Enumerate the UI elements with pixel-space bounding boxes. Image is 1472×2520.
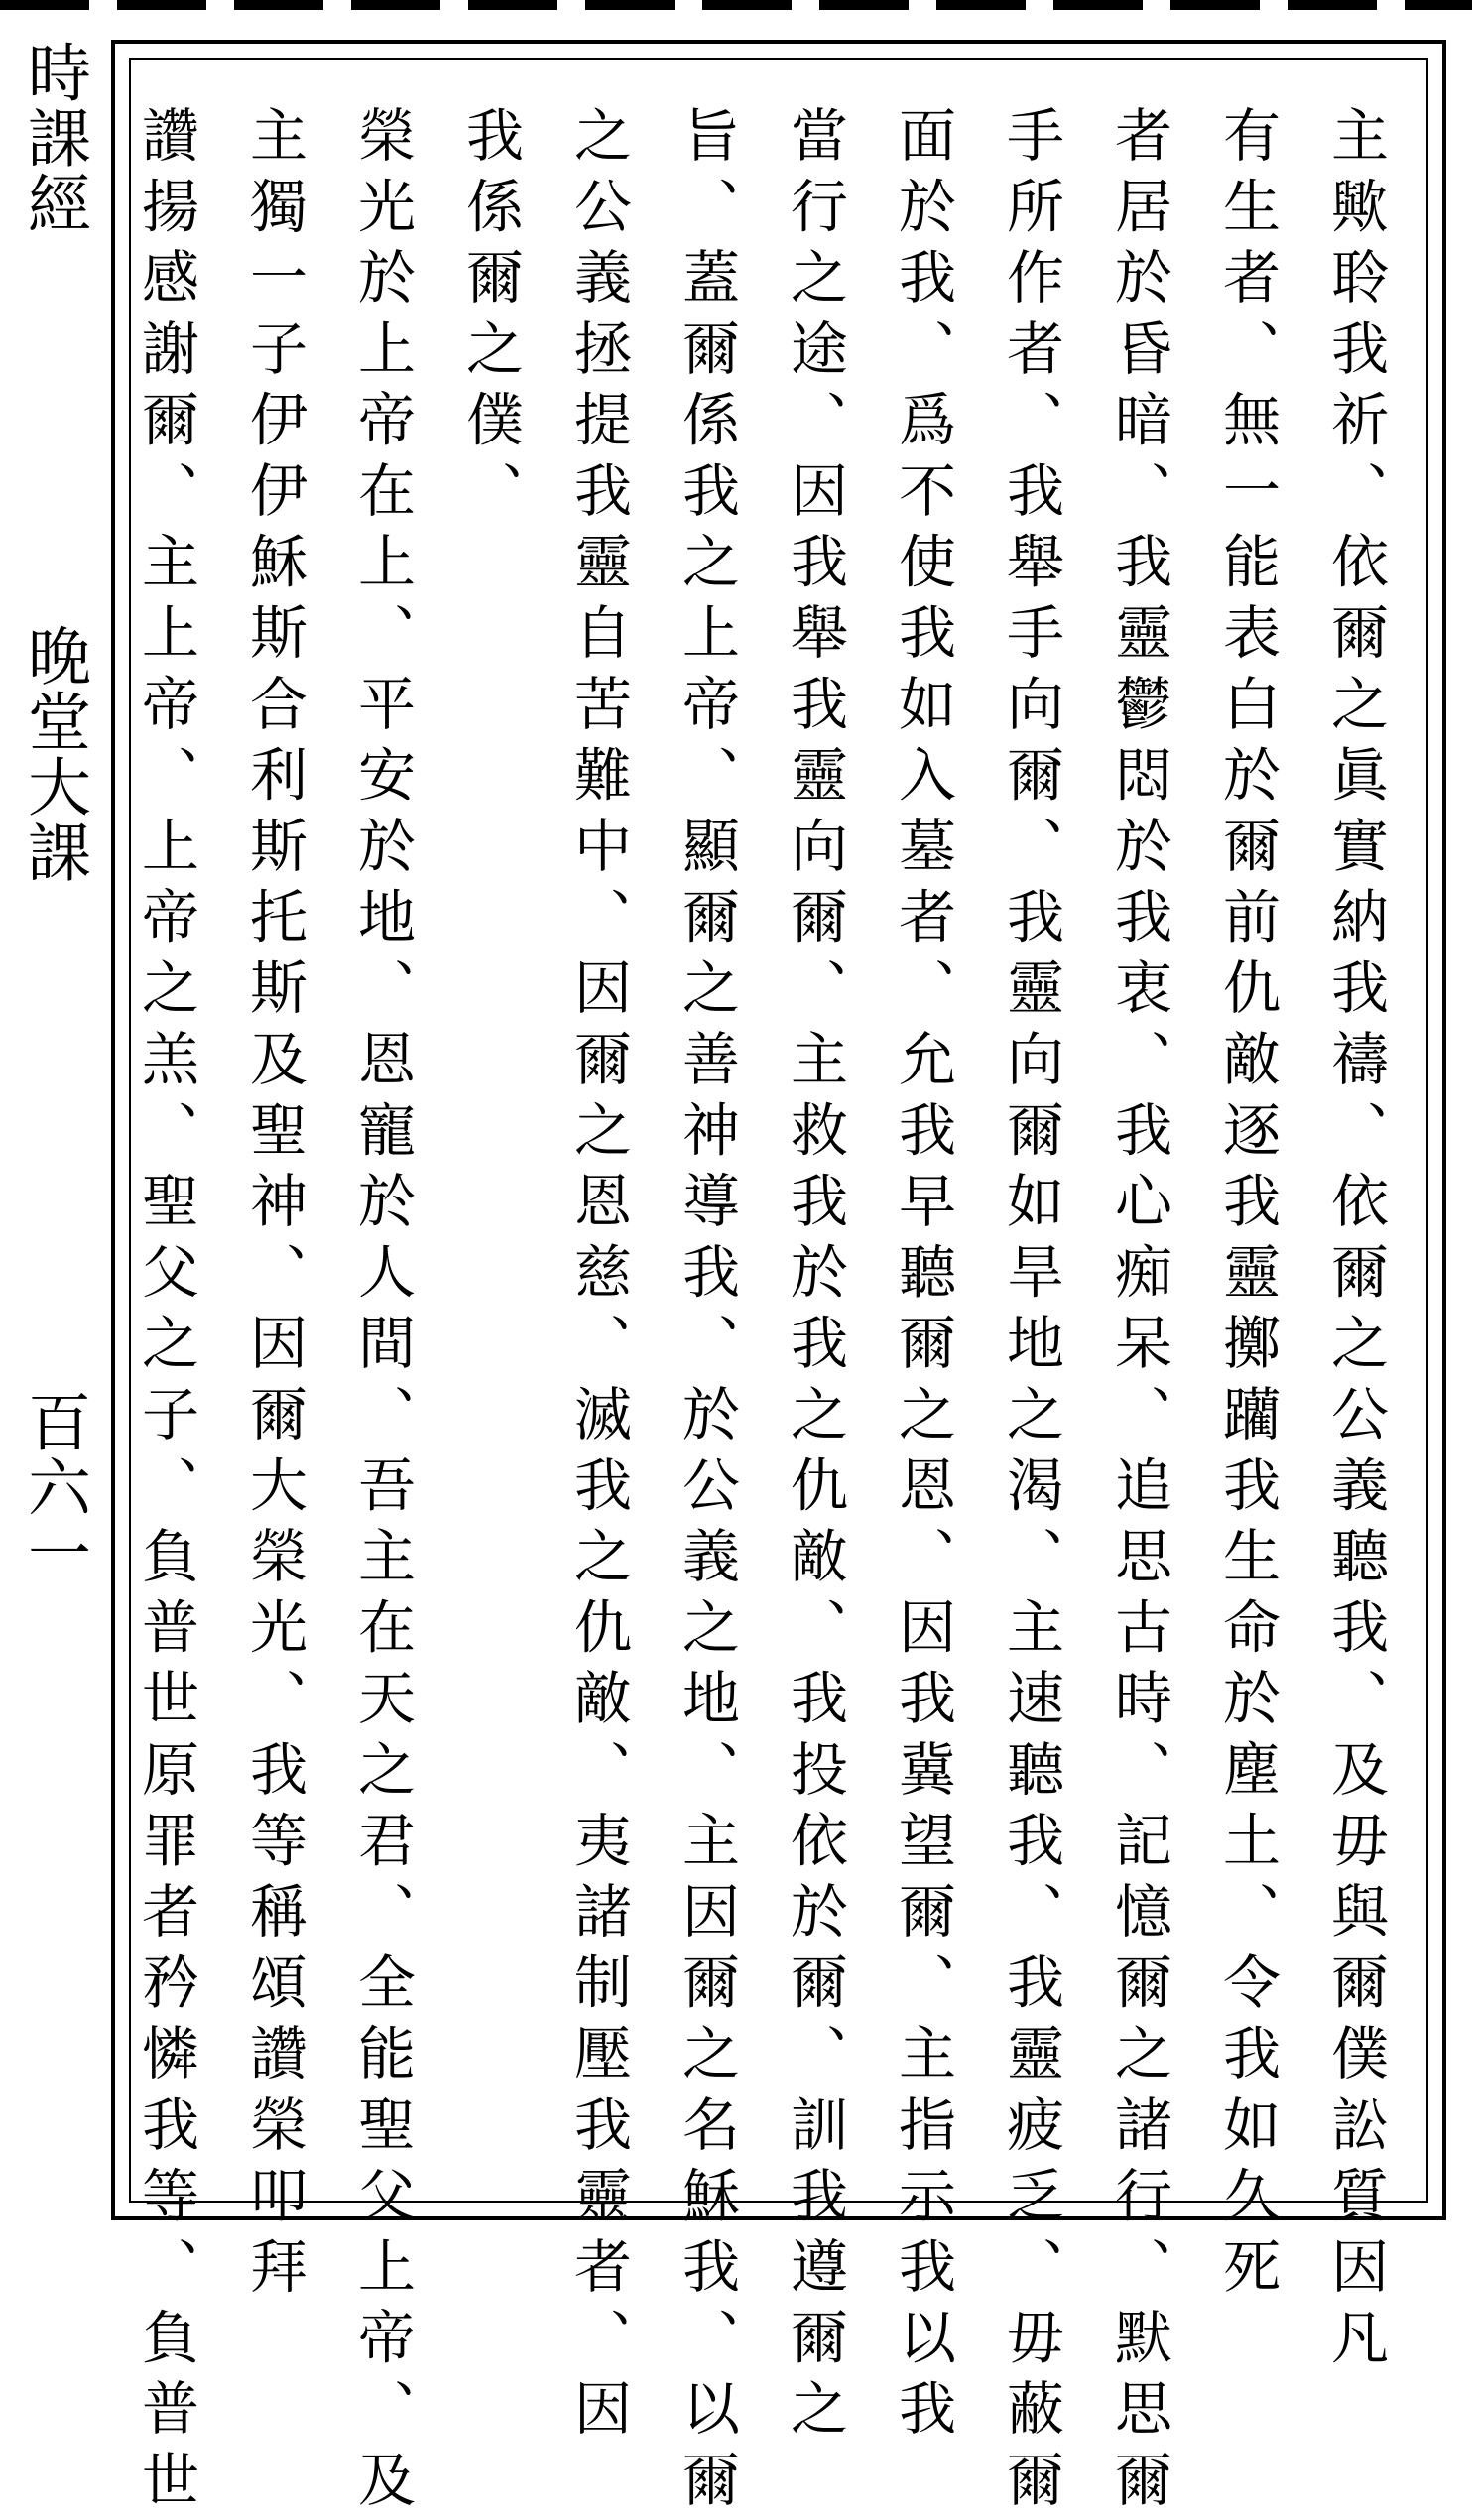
text-column: 我係爾之僕、 [456, 105, 524, 532]
text-column: 榮光於上帝在上、平安於地、恩寵於人間、吾主在天之君、全能聖父上帝、及 [348, 105, 416, 2520]
text-column: 者居於昏暗、我靈鬱悶於我衷、我心痴呆、追思古時、記憶爾之諸行、默思爾 [1105, 105, 1172, 2520]
text-column: 當行之途、因我舉我靈向爾、主救我於我之仇敵、我投依於爾、訓我遵爾之 [781, 105, 848, 2450]
text-column: 有生者、無一能表白於爾前仇敵逐我靈擲躪我生命於塵土、令我如久死 [1213, 105, 1281, 2308]
left-margin [0, 0, 111, 2260]
text-body [132, 105, 1409, 2520]
text-column: 手所作者、我舉手向爾、我靈向爾如旱地之渴、主速聽我、我靈疲乏、毋蔽爾 [997, 105, 1064, 2520]
text-column: 面於我、爲不使我如入墓者、允我早聽爾之恩、因我冀望爾、主指示我以我 [889, 105, 956, 2450]
section-title: 晚堂大課 [17, 623, 90, 885]
page-number: 百六一 [17, 1389, 90, 1585]
text-column: 主獨一子伊伊穌斯合利斯托斯及聖神、因爾大榮光、我等稱頌讚榮叩拜 [240, 105, 307, 2308]
text-column: 之公義拯提我靈自苦難中、因爾之恩慈、滅我之仇敵、夷諸制壓我靈者、因 [564, 105, 632, 2450]
book-title: 時課經 [17, 40, 90, 236]
text-column: 旨、蓋爾係我之上帝、顯爾之善神導我、於公義之地、主因爾之名穌我、以爾 [673, 105, 740, 2520]
top-border-rule [0, 0, 1472, 10]
text-column: 讚揚感謝爾、主上帝、上帝之羔、聖父之子、負普世原罪者矜憐我等、負普世 [132, 105, 199, 2520]
text-column: 主歟聆我祈、依爾之眞實納我禱、依爾之公義聽我、及毋與爾僕訟質因凡 [1321, 105, 1389, 2379]
